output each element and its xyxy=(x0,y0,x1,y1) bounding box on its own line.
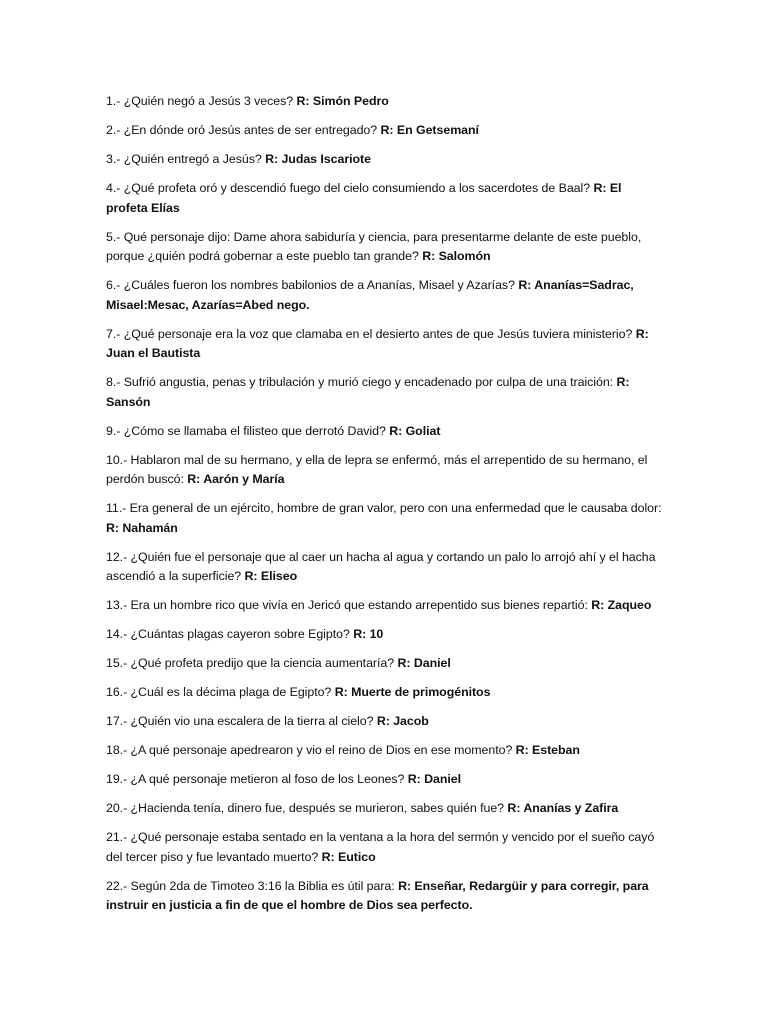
question-item-8 xyxy=(106,373,666,412)
question-answer-list xyxy=(106,92,666,925)
answer-text: R: Juan el Bautista xyxy=(106,326,649,360)
answer-text: R: Simón Pedro xyxy=(296,94,389,108)
question-item-2 xyxy=(106,121,666,141)
answer-text: R: Zaqueo xyxy=(591,598,652,612)
question-item-6 xyxy=(106,276,666,315)
answer-text: R: Nahamán xyxy=(106,520,178,535)
question-item-9 xyxy=(106,422,666,442)
answer-text: R: Eliseo xyxy=(244,569,298,583)
question-item-7 xyxy=(106,325,666,364)
question-text: 17.- ¿Quién vio una escalera de la tierra al cielo? xyxy=(106,714,377,728)
question-item-13 xyxy=(106,596,666,616)
answer-text: R: Daniel xyxy=(397,656,451,670)
question-item-22 xyxy=(106,877,666,916)
answer-text: R: Enseñar, Redargüir y para corregir, para instruir en justicia a fin de que el hombre de Dios sea perfecto. xyxy=(106,878,649,912)
question-item-11 xyxy=(106,499,666,538)
answer-text: R: Judas Iscariote xyxy=(265,152,371,166)
question-item-10 xyxy=(106,451,666,490)
question-item-4 xyxy=(106,179,666,218)
question-text: 2.- ¿En dónde oró Jesús antes de ser entregado? xyxy=(106,123,381,137)
question-text: 12.- ¿Quién fue el personaje que al caer un hacha al agua y cortando un palo lo arrojó ahí y el hacha ascendió a la superficie? xyxy=(106,549,656,583)
question-text: 7.- ¿Qué personaje era la voz que clamaba en el desierto antes de que Jesús tuviera ministerio? xyxy=(106,326,636,341)
question-item-15 xyxy=(106,654,666,674)
question-item-5 xyxy=(106,228,666,267)
question-text: 8.- Sufrió angustia, penas y tribulación y murió ciego y encadenado por culpa de una traición: xyxy=(106,375,617,389)
answer-text: R: Daniel xyxy=(407,772,462,786)
question-text: 9.- ¿Cómo se llamaba el filisteo que derrotó David? xyxy=(106,423,390,438)
question-item-16 xyxy=(106,683,666,703)
answer-text: R: Esteban xyxy=(515,743,580,757)
question-text: 10.- Hablaron mal de su hermano, y ella de lepra se enfermó, más el arrepentido de su hermano, el perdón buscó: xyxy=(106,452,648,486)
answer-text: R: Muerte de primogénitos xyxy=(334,685,491,699)
answer-text: R: En Getsemaní xyxy=(380,123,479,137)
question-text: 15.- ¿Qué profeta predijo que la ciencia aumentaría? xyxy=(106,656,398,670)
question-item-12 xyxy=(106,548,666,587)
question-text: 21.- ¿Qué personaje estaba sentado en la ventana a la hora del sermón y vencido por el sueño cayó del tercer piso y fue levantado muerto? xyxy=(106,830,655,864)
question-text: 6.- ¿Cuáles fueron los nombres babilonios de a Ananías, Misael y Azarías? xyxy=(106,278,519,292)
answer-text: R: Goliat xyxy=(389,423,441,438)
answer-text: R: El profeta Elías xyxy=(106,181,622,215)
answer-text: R: Jacob xyxy=(376,714,429,728)
question-text: 16.- ¿Cuál es la décima plaga de Egipto? xyxy=(106,685,335,699)
answer-text: R: Eutico xyxy=(321,849,376,864)
question-item-21 xyxy=(106,828,666,867)
answer-text: R: Aarón y María xyxy=(187,472,285,486)
question-text: 4.- ¿Qué profeta oró y descendió fuego del cielo consumiendo a los sacerdotes de Baal? xyxy=(106,181,594,195)
question-text: 1.- ¿Quién negó a Jesús 3 veces? xyxy=(106,94,297,108)
question-item-14 xyxy=(106,625,666,645)
question-text: 14.- ¿Cuántas plagas cayeron sobre Egipto? xyxy=(106,627,354,641)
question-text: 13.- Era un hombre rico que vivía en Jericó que estando arrepentido sus bienes repartió: xyxy=(106,598,592,612)
question-text: 20.- ¿Hacienda tenía, dinero fue, después se murieron, sabes quién fue? xyxy=(106,801,508,815)
question-text: 11.- Era general de un ejército, hombre de gran valor, pero con una enfermedad que le causaba dolor: xyxy=(106,501,662,515)
question-text: 3.- ¿Quién entregó a Jesús? xyxy=(106,152,266,166)
question-text: 19.- ¿A qué personaje metieron al foso de los Leones? xyxy=(106,772,408,786)
question-item-17 xyxy=(106,712,666,732)
answer-text: R: 10 xyxy=(353,627,384,641)
answer-text: R: Sansón xyxy=(106,375,630,409)
question-item-20 xyxy=(106,799,666,819)
answer-text: R: Salomón xyxy=(422,249,491,263)
question-item-19 xyxy=(106,770,666,790)
answer-text: R: Ananías=Sadrac, Misael:Mesac, Azarías=Abed nego. xyxy=(106,278,634,312)
question-text: 18.- ¿A qué personaje apedrearon y vio el reino de Dios en ese momento? xyxy=(106,743,516,757)
question-text: 5.- Qué personaje dijo: Dame ahora sabiduría y ciencia, para presentarme delante de este pueblo, porque ¿quién podrá gobernar a este pueblo tan grande? xyxy=(106,229,642,263)
question-item-3 xyxy=(106,150,666,170)
question-item-18 xyxy=(106,741,666,761)
question-item-1 xyxy=(106,92,666,112)
answer-text: R: Ananías y Zafira xyxy=(507,801,619,815)
question-text: 22.- Según 2da de Timoteo 3:16 la Biblia es útil para: xyxy=(106,878,399,893)
